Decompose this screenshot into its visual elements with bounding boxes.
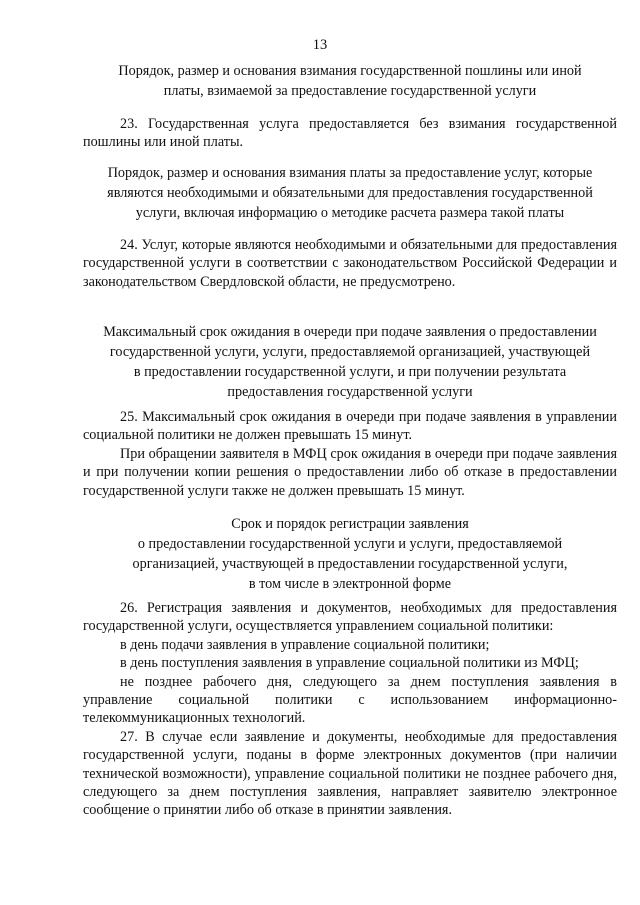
paragraph-text: При обращении заявителя в МФЦ срок ожидания в очереди при подаче заявления и при получении копии решения о предоставлении либо об отказе в предоставлении государственной услуги также не должен превышать 15 минут.	[83, 445, 617, 499]
list-item: в день подачи заявления в управление социальной политики;	[120, 636, 490, 653]
heading-line: в предоставлении государственной услуги, и при получении результата	[133, 364, 567, 380]
paragraph-25	[83, 408, 617, 500]
paragraph-text: 25. Максимальный срок ожидания в очереди при подаче заявления в управлении социальной политики не должен превышать 15 минут.	[83, 409, 617, 444]
list-item: не позднее рабочего дня, следующего за днем поступления заявления в управление социальной политики с использованием информационно-телекоммуникационных технологий.	[83, 673, 617, 727]
heading-line: Порядок, размер и основания взимания платы за предоставление услуг, которые	[107, 165, 593, 181]
heading-line: являются необходимыми и обязательными для предоставления государственной	[107, 185, 593, 201]
heading-line: Срок и порядок регистрации заявления	[231, 516, 469, 532]
heading-line: организацией, участвующей в предоставлении государственной услуги,	[132, 556, 568, 572]
section-heading-max-waiting-time	[83, 322, 617, 402]
paragraph-27-text: 27. В случае если заявление и документы, необходимые для предоставления государственной услуги, поданы в форме электронных документов (при наличии технической возможности), управление социальной политики не позднее рабочего дня, следующего за днем поступления заявления, направляет заявителю электронное сообщение о принятии либо об отказе в принятии заявления.	[83, 728, 617, 819]
heading-line: платы, взимаемой за предоставление государственной услуги	[163, 83, 537, 99]
heading-line: услуги, включая информацию о методике расчета размера такой платы	[135, 205, 565, 221]
section-heading-state-fee	[83, 61, 617, 101]
paragraph-26	[83, 599, 617, 820]
heading-line: предоставления государственной услуги	[227, 384, 473, 400]
heading-line: государственной услуги, услуги, предоставляемой организацией, участвующей	[109, 344, 591, 360]
heading-line: Максимальный срок ожидания в очереди при подаче заявления о предоставлении	[103, 324, 597, 340]
heading-line: о предоставлении государственной услуги и услуги, предоставляемой	[137, 536, 563, 552]
paragraph-text: 26. Регистрация заявления и документов, необходимых для предоставления государственной услуги, осуществляется управлением социальной политики:	[83, 600, 617, 635]
paragraph-23	[83, 115, 617, 152]
paragraph-text: 24. Услуг, которые являются необходимыми и обязательными для предоставления государственной услуги в соответствии с законодательством Российской Федерации и законодательством Свердловской области, не предусмотрено.	[83, 237, 617, 290]
section-heading-registration	[83, 514, 617, 594]
heading-line: в том числе в электронной форме	[248, 576, 452, 592]
heading-line: Порядок, размер и основания взимания государственной пошлины или иной	[118, 63, 582, 79]
list-item: в день поступления заявления в управление социальной политики из МФЦ;	[120, 655, 579, 672]
section-heading-fees-for-required-services	[83, 163, 617, 223]
paragraph-text: 23. Государственная услуга предоставляется без взимания государственной пошлины или иной платы.	[83, 116, 617, 151]
paragraph-24	[83, 236, 617, 291]
page-number: 13	[312, 37, 328, 53]
